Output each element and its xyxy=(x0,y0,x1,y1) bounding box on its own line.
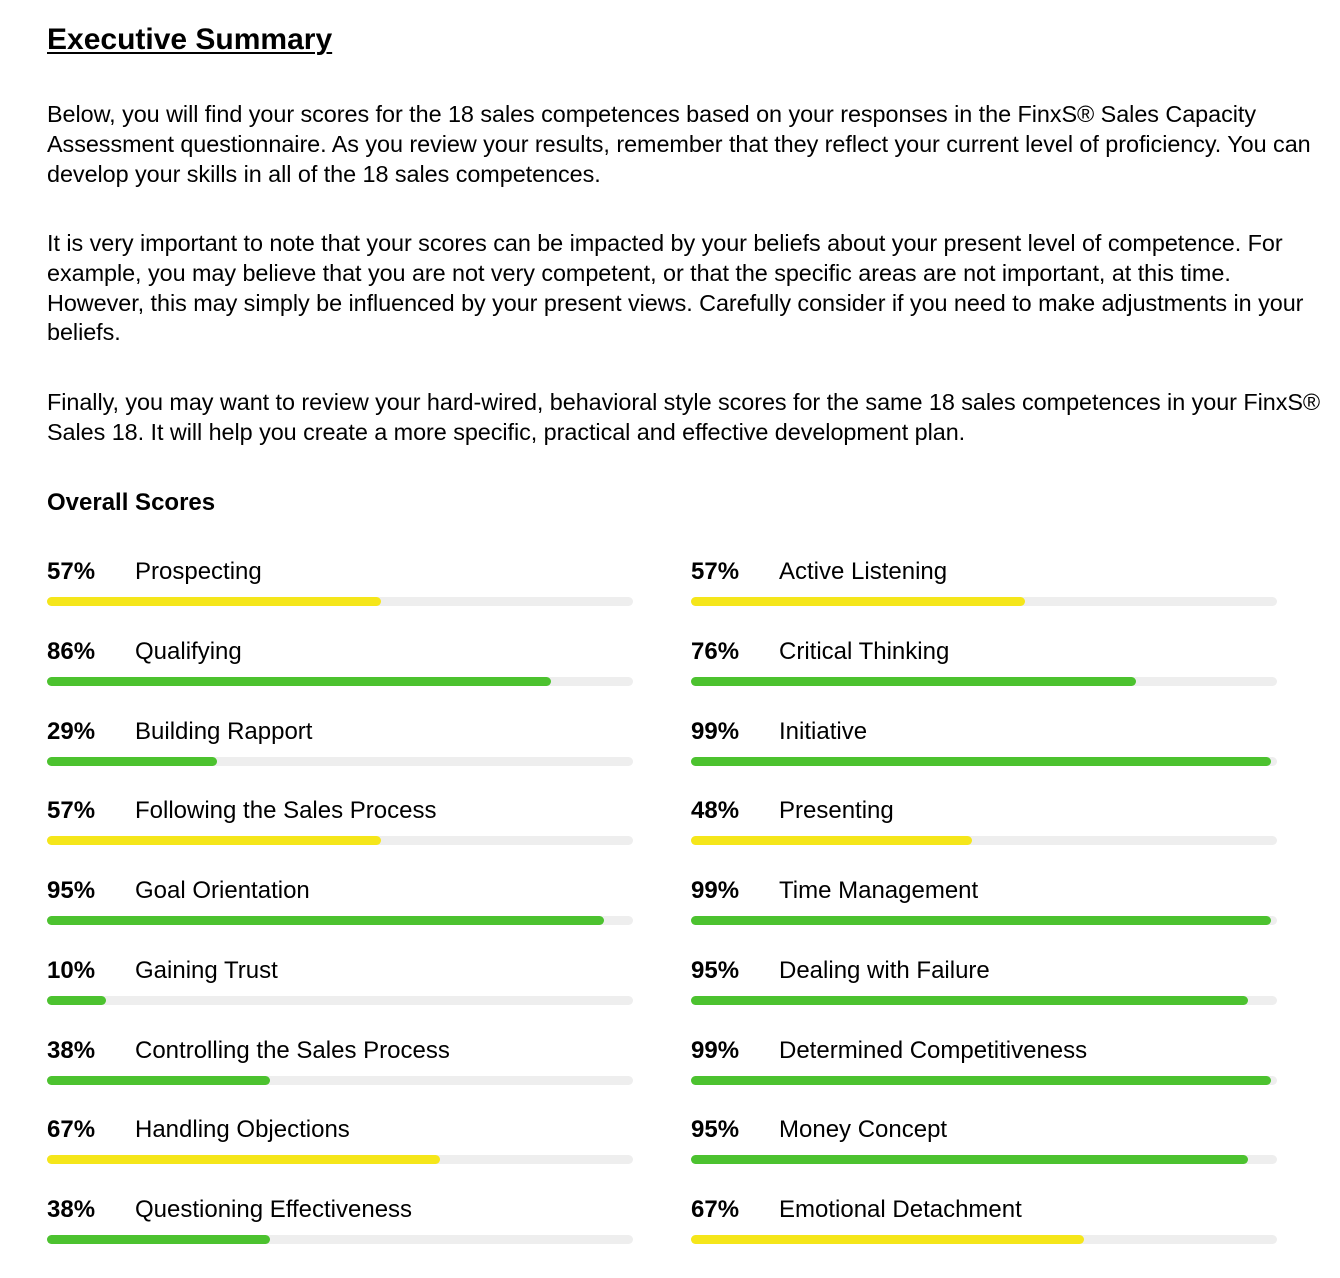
score-bar-track xyxy=(691,597,1277,606)
review-paragraph: Finally, you may want to review your hard-wired, behavioral style scores for the same 18 sales competences in your FinxS® Sales 18. It will help you create a more specific, practical and effective development plan. xyxy=(47,389,1321,445)
score-bar-track xyxy=(691,916,1277,925)
score-percent: 67% xyxy=(47,1116,96,1144)
score-label: Qualifying xyxy=(135,637,242,665)
score-label: Following the Sales Process xyxy=(135,797,437,825)
score-label: Goal Orientation xyxy=(135,877,310,904)
page-title: Executive Summary xyxy=(47,23,333,56)
score-bar-fill xyxy=(47,836,381,845)
score-bar-track xyxy=(47,996,633,1005)
score-bar-fill xyxy=(691,836,972,845)
score-percent: 57% xyxy=(47,797,96,825)
score-item xyxy=(691,1195,1277,1265)
score-label: Initiative xyxy=(779,717,868,745)
score-bar-track xyxy=(47,597,633,606)
score-bar-track xyxy=(691,996,1277,1005)
score-percent: 57% xyxy=(47,558,96,585)
score-bar-track xyxy=(47,757,633,766)
score-bar-track xyxy=(47,916,633,925)
score-item xyxy=(691,796,1277,866)
score-label: Questioning Effectiveness xyxy=(135,1196,413,1223)
score-bar-track xyxy=(691,677,1277,686)
score-label: Money Concept xyxy=(779,1116,948,1144)
score-percent: 38% xyxy=(47,1196,96,1223)
score-item xyxy=(691,956,1277,1026)
score-percent: 10% xyxy=(47,956,96,984)
score-item xyxy=(47,1036,633,1106)
score-item xyxy=(691,1115,1277,1185)
score-item xyxy=(691,637,1277,707)
score-item xyxy=(691,557,1277,627)
score-percent: 29% xyxy=(47,717,96,745)
score-bar-fill xyxy=(691,916,1271,925)
score-bar-fill xyxy=(47,996,106,1005)
score-percent: 57% xyxy=(691,558,740,585)
score-bar-track xyxy=(691,1076,1277,1085)
score-percent: 99% xyxy=(691,1036,740,1064)
score-bar-fill xyxy=(691,1076,1271,1085)
score-bar-track xyxy=(47,1076,633,1085)
beliefs-paragraph: It is very important to note that your scores can be impacted by your beliefs about your present level of competence. For example, you may believe that you are not very competent, or that the specific areas are not important, at this time. However, this may simply be influenced by your present views. Carefully consider if you need to make adjustments in your beliefs. xyxy=(47,230,1304,346)
score-bar-track xyxy=(691,1155,1277,1164)
score-bar-fill xyxy=(691,677,1136,686)
score-label: Active Listening xyxy=(779,558,948,585)
score-bar-track xyxy=(691,1235,1277,1244)
score-percent: 99% xyxy=(691,717,740,745)
score-item xyxy=(47,796,633,866)
score-bar-fill xyxy=(47,1155,440,1164)
score-bar-fill xyxy=(47,597,381,606)
score-label: Handling Objections xyxy=(135,1116,350,1144)
score-label: Dealing with Failure xyxy=(779,956,990,984)
score-item xyxy=(691,1036,1277,1106)
score-item xyxy=(47,557,633,627)
section-title: Overall Scores xyxy=(47,489,216,516)
score-label: Gaining Trust xyxy=(135,956,278,984)
score-label: Time Management xyxy=(779,877,979,904)
intro-paragraph: Below, you will find your scores for the 18 sales competences based on your responses in the FinxS® Sales Capacity Assessment questionnaire. As you review your results, remember that they reflect your current level of proficiency. You can develop your skills in all of the 18 sales competences. xyxy=(47,101,1311,187)
score-label: Prospecting xyxy=(135,558,262,585)
score-item xyxy=(47,637,633,707)
score-percent: 99% xyxy=(691,877,740,904)
score-percent: 95% xyxy=(691,956,740,984)
score-bar-fill xyxy=(47,1076,270,1085)
score-percent: 38% xyxy=(47,1036,96,1064)
score-item xyxy=(47,1115,633,1185)
score-percent: 95% xyxy=(47,877,96,904)
score-label: Critical Thinking xyxy=(779,637,950,665)
score-item xyxy=(47,956,633,1026)
score-bar-track xyxy=(691,836,1277,845)
score-label: Emotional Detachment xyxy=(779,1196,1022,1223)
score-bar-fill xyxy=(47,757,217,766)
score-percent: 67% xyxy=(691,1196,740,1223)
score-label: Building Rapport xyxy=(135,717,313,745)
score-percent: 48% xyxy=(691,797,740,825)
score-label: Presenting xyxy=(779,797,894,825)
score-bar-fill xyxy=(47,916,604,925)
score-item xyxy=(691,717,1277,787)
score-bar-fill xyxy=(691,1235,1084,1244)
score-item xyxy=(47,717,633,787)
score-label: Controlling the Sales Process xyxy=(135,1036,450,1064)
score-bar-track xyxy=(47,677,633,686)
score-bar-fill xyxy=(691,1155,1248,1164)
score-bar-fill xyxy=(691,597,1025,606)
score-bar-fill xyxy=(691,996,1248,1005)
score-bar-fill xyxy=(47,677,551,686)
score-percent: 95% xyxy=(691,1116,740,1144)
score-bar-track xyxy=(47,1155,633,1164)
score-bar-track xyxy=(47,1235,633,1244)
score-item xyxy=(47,1195,633,1265)
score-percent: 76% xyxy=(691,637,740,665)
score-label: Determined Competitiveness xyxy=(779,1036,1088,1064)
score-bar-track xyxy=(47,836,633,845)
score-item xyxy=(691,876,1277,946)
score-bar-fill xyxy=(691,757,1271,766)
score-bar-track xyxy=(691,757,1277,766)
score-percent: 86% xyxy=(47,637,96,665)
score-bar-fill xyxy=(47,1235,270,1244)
score-item xyxy=(47,876,633,946)
